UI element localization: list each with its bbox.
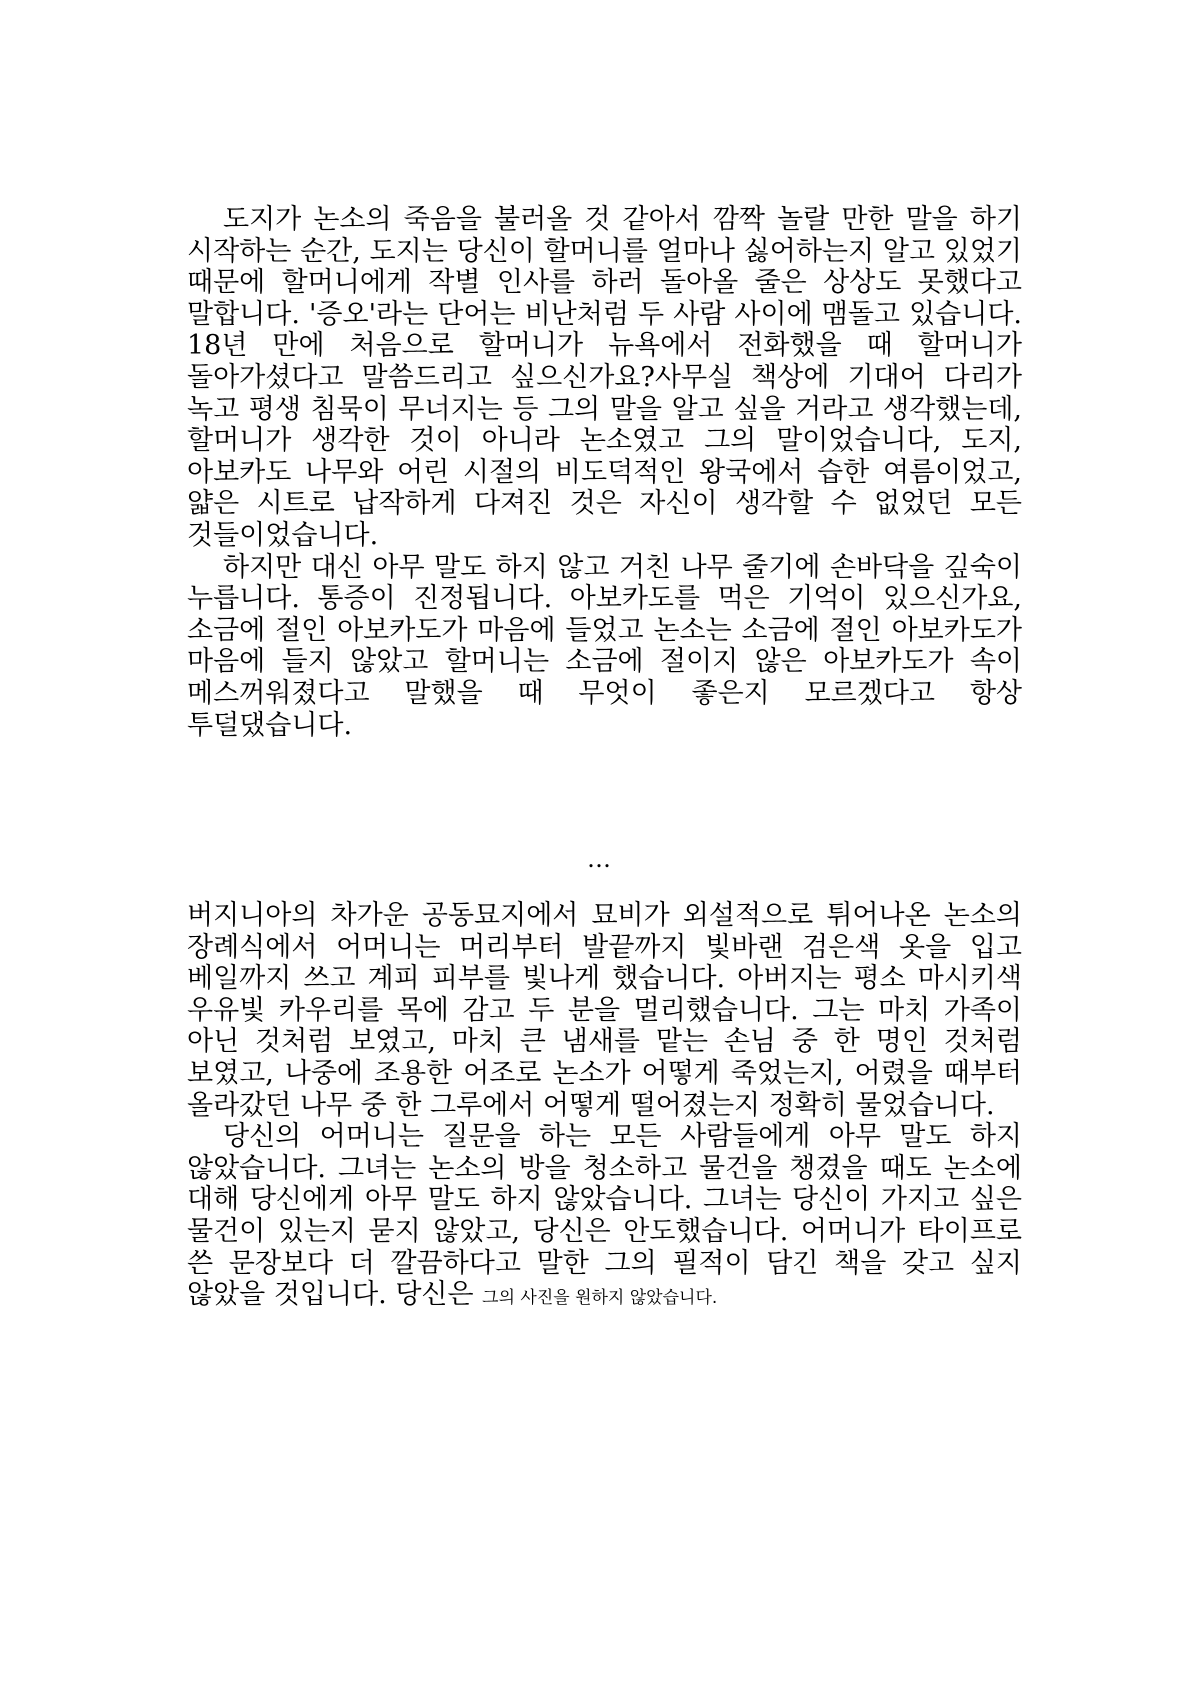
section-2: [187, 900, 1022, 1315]
paragraph-1: 도지가 논소의 죽음을 불러올 것 같아서 깜짝 놀랄 만한 말을 하기 시작하는 순간, 도지는 당신이 할머니를 얼마나 싫어하는지 알고 있었기 때문에 할머니에게 작별 인사를 하러 돌아올 줄은 상상도 못했다고 말합니다. '증오'라는 단어는 비난처럼 두 사람 사이에 맴돌고 있습니다. 18년 만에 처음으로 할머니가 뉴욕에서 전화했을 때 할머니가 돌아가셨다고 말씀드리고 싶으신가요?사무실 책상에 기대어 다리가 녹고 평생 침묵이 무너지는 등 그의 말을 알고 싶을 거라고 생각했는데, 할머니가 생각한 것이 아니라 논소였고 그의 말이었습니다, 도지, 아보카도 나무와 어린 시절의 비도덕적인 왕국에서 습한 여름이었고, 얇은 시트로 납작하게 다져진 것은 자신이 생각할 수 없었던 모든 것들이었습니다.: [187, 204, 1022, 551]
paragraph-3: 버지니아의 차가운 공동묘지에서 묘비가 외설적으로 튀어나온 논소의 장례식에서 어머니는 머리부터 발끝까지 빛바랜 검은색 옷을 입고 베일까지 쓰고 계피 피부를 빛나게 했습니다. 아버지는 평소 마시키색 우유빛 카우리를 목에 감고 두 분을 멀리했습니다. 그는 마치 가족이 아닌 것처럼 보였고, 마치 큰 냄새를 맡는 손님 중 한 명인 것처럼 보였고, 나중에 조용한 어조로 논소가 어떻게 죽었는지, 어렸을 때부터 올라갔던 나무 중 한 그루에서 어떻게 떨어졌는지 정확히 물었습니다.: [187, 900, 1022, 1121]
paragraph-2: 하지만 대신 아무 말도 하지 않고 거친 나무 줄기에 손바닥을 깊숙이 누릅니다. 통증이 진정됩니다. 아보카도를 먹은 기억이 있으신가요, 소금에 절인 아보카도가 마음에 들었고 논소는 소금에 절인 아보카도가 마음에 들지 않았고 할머니는 소금에 절이지 않은 아보카도가 속이 메스꺼워졌다고 말했을 때 무엇이 좋은지 모르겠다고 항상 투덜댔습니다.: [187, 551, 1022, 741]
paragraph-4-tail: 그의 사진을 원하지 않았습니다.: [482, 1288, 718, 1309]
paragraph-4-body: 당신의 어머니는 질문을 하는 모든 사람들에게 아무 말도 하지 않았습니다. 그녀는 논소의 방을 청소하고 물건을 챙겼을 때도 논소에 대해 당신에게 아무 말도 하지 않았습니다. 그녀는 당신이 가지고 싶은 물건이 있는지 묻지 않았고, 당신은 안도했습니다. 어머니가 타이프로 쓴 문장보다 더 깔끔하다고 말한 그의 필적이 담긴 책을 갖고 싶지 않았을 것입니다. 당신은: [187, 1121, 1022, 1311]
paragraph-4: [187, 1121, 1022, 1315]
section-1: [187, 204, 1022, 741]
section-break-ellipsis: …: [587, 845, 613, 873]
